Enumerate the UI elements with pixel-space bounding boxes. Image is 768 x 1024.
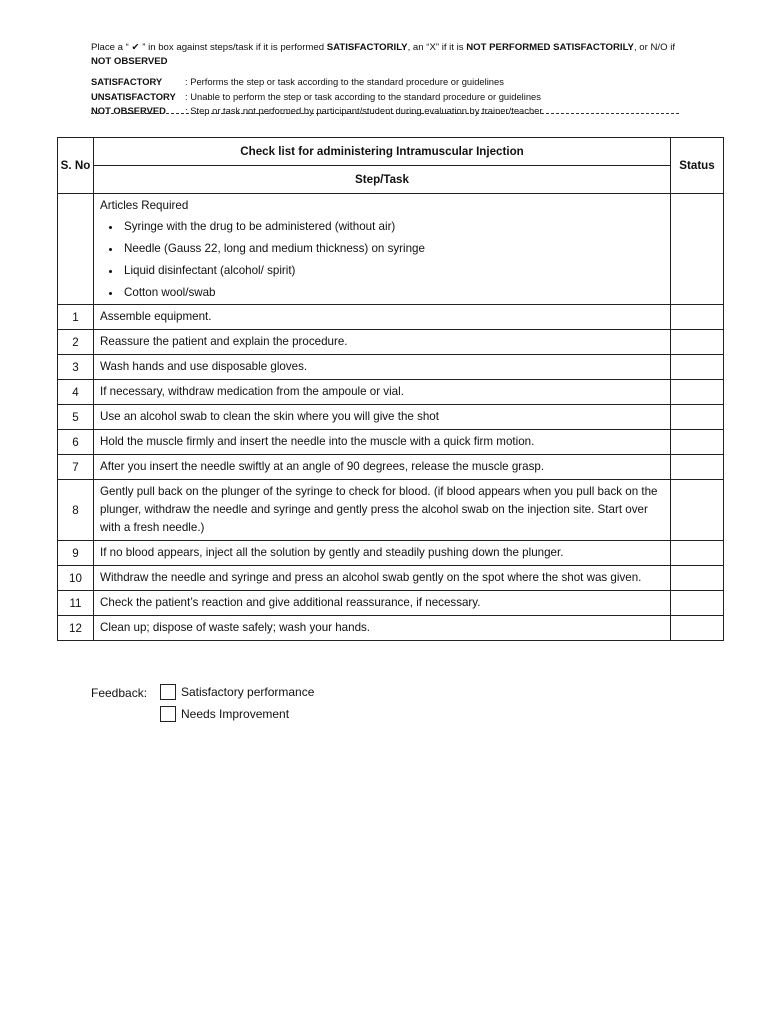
articles-heading: Articles Required (100, 199, 189, 212)
status-cell[interactable] (671, 480, 724, 541)
status-cell[interactable] (671, 541, 724, 566)
legend-row (91, 90, 543, 105)
table-row (58, 480, 724, 541)
articles-cell (94, 194, 671, 305)
row-number: 9 (58, 541, 94, 566)
table-title: Check list for administering Intramuscular Injection (94, 138, 671, 166)
row-number: 10 (58, 566, 94, 591)
table-row (58, 330, 724, 355)
row-number: 8 (58, 480, 94, 541)
row-number: 11 (58, 591, 94, 616)
feedback-option[interactable] (160, 706, 289, 722)
table-row (58, 380, 724, 405)
article-item: • Liquid disinfectant (alcohol/ spirit) (122, 260, 664, 282)
row-number (58, 194, 94, 305)
instructions-text: , an “X” if it is (407, 42, 467, 53)
status-cell[interactable] (671, 566, 724, 591)
status-cell[interactable] (671, 430, 724, 455)
row-number: 6 (58, 430, 94, 455)
article-item: • Syringe with the drug to be administered (without air) (122, 216, 664, 238)
table-row (58, 455, 724, 480)
step-header: Step/Task (94, 166, 671, 194)
instructions-text: , or N/O if (633, 42, 676, 53)
row-number: 12 (58, 616, 94, 641)
step-text: If necessary, withdraw medication from the ampoule or vial. (94, 380, 671, 405)
feedback-label: Feedback: (91, 686, 148, 700)
table-row (58, 566, 724, 591)
legend-term: UNSATISFACTORY (91, 90, 176, 102)
status-cell[interactable] (671, 330, 724, 355)
row-number: 1 (58, 305, 94, 330)
status-cell[interactable] (671, 591, 724, 616)
step-text: After you insert the needle swiftly at an angle of 90 degrees, release the muscle grasp. (94, 455, 671, 480)
instructions-satisfactorily: SATISFACTORILY (326, 42, 408, 53)
sno-header: S. No (58, 138, 94, 194)
status-header: Status (671, 138, 724, 194)
step-text: Withdraw the needle and syringe and press an alcohol swab gently on the spot where the shot was given. (94, 566, 671, 591)
checkbox-needs-improvement[interactable] (160, 706, 176, 722)
status-cell[interactable] (671, 455, 724, 480)
legend-definition: : Unable to perform the step or task according to the standard procedure or guidelines (185, 90, 541, 102)
article-item: • Needle (Gauss 22, long and medium thickness) on syringe (122, 238, 664, 260)
articles-row (58, 194, 724, 305)
status-cell[interactable] (671, 616, 724, 641)
step-text: Use an alcohol swab to clean the skin where you will give the shot (94, 405, 671, 430)
article-item: • Cotton wool/swab (122, 282, 664, 304)
status-cell[interactable] (671, 194, 724, 305)
feedback-option[interactable] (160, 684, 314, 700)
step-text: If no blood appears, inject all the solution by gently and steadily pushing down the plunger. (94, 541, 671, 566)
articles-list (100, 216, 664, 304)
legend-row (91, 75, 543, 90)
step-text: Wash hands and use disposable gloves. (94, 355, 671, 380)
row-number: 3 (58, 355, 94, 380)
step-text: Hold the muscle firmly and insert the needle into the muscle with a quick firm motion. (94, 430, 671, 455)
step-text: Check the patient’s reaction and give additional reassurance, if necessary. (94, 591, 671, 616)
legend-row (91, 104, 543, 119)
checkbox-satisfactory[interactable] (160, 684, 176, 700)
step-text: Gently pull back on the plunger of the syringe to check for blood. (if blood appears when you pull back on the plunger, withdraw the needle and syringe and gently press the alcohol swab on the injection site. Start over with a fresh needle.) (94, 480, 671, 541)
steps-body (58, 305, 724, 641)
table-row (58, 541, 724, 566)
legend-term: NOT OBSERVED (91, 105, 166, 116)
legend (91, 75, 543, 119)
status-cell[interactable] (671, 405, 724, 430)
table-row (58, 305, 724, 330)
table-row (58, 405, 724, 430)
legend-definition: : Performs the step or task according to the standard procedure or guidelines (185, 76, 504, 87)
feedback-option-label: Needs Improvement (181, 707, 290, 721)
feedback-option-label: Satisfactory performance (181, 685, 315, 699)
row-number: 5 (58, 405, 94, 430)
status-cell[interactable] (671, 355, 724, 380)
instructions-text: Place a “ ✔ ” in box against steps/task if it is performed (91, 42, 327, 53)
table-row (58, 430, 724, 455)
status-cell[interactable] (671, 380, 724, 405)
status-cell[interactable] (671, 305, 724, 330)
table-row (58, 591, 724, 616)
legend-definition: : Step or task not performed by participant/student during evaluation by trainer/teacher (185, 105, 543, 116)
instructions-not-performed: NOT PERFORMED SATISFACTORILY (466, 42, 634, 53)
table-row (58, 616, 724, 641)
instructions (91, 41, 691, 69)
step-text: Reassure the patient and explain the procedure. (94, 330, 671, 355)
row-number: 4 (58, 380, 94, 405)
step-text: Clean up; dispose of waste safely; wash your hands. (94, 616, 671, 641)
row-number: 2 (58, 330, 94, 355)
checklist-table (57, 137, 724, 641)
legend-term: SATISFACTORY (91, 76, 163, 87)
table-row (58, 355, 724, 380)
step-text: Assemble equipment. (94, 305, 671, 330)
dashed-divider (91, 113, 679, 114)
row-number: 7 (58, 455, 94, 480)
instructions-not-observed: NOT OBSERVED (91, 56, 168, 67)
